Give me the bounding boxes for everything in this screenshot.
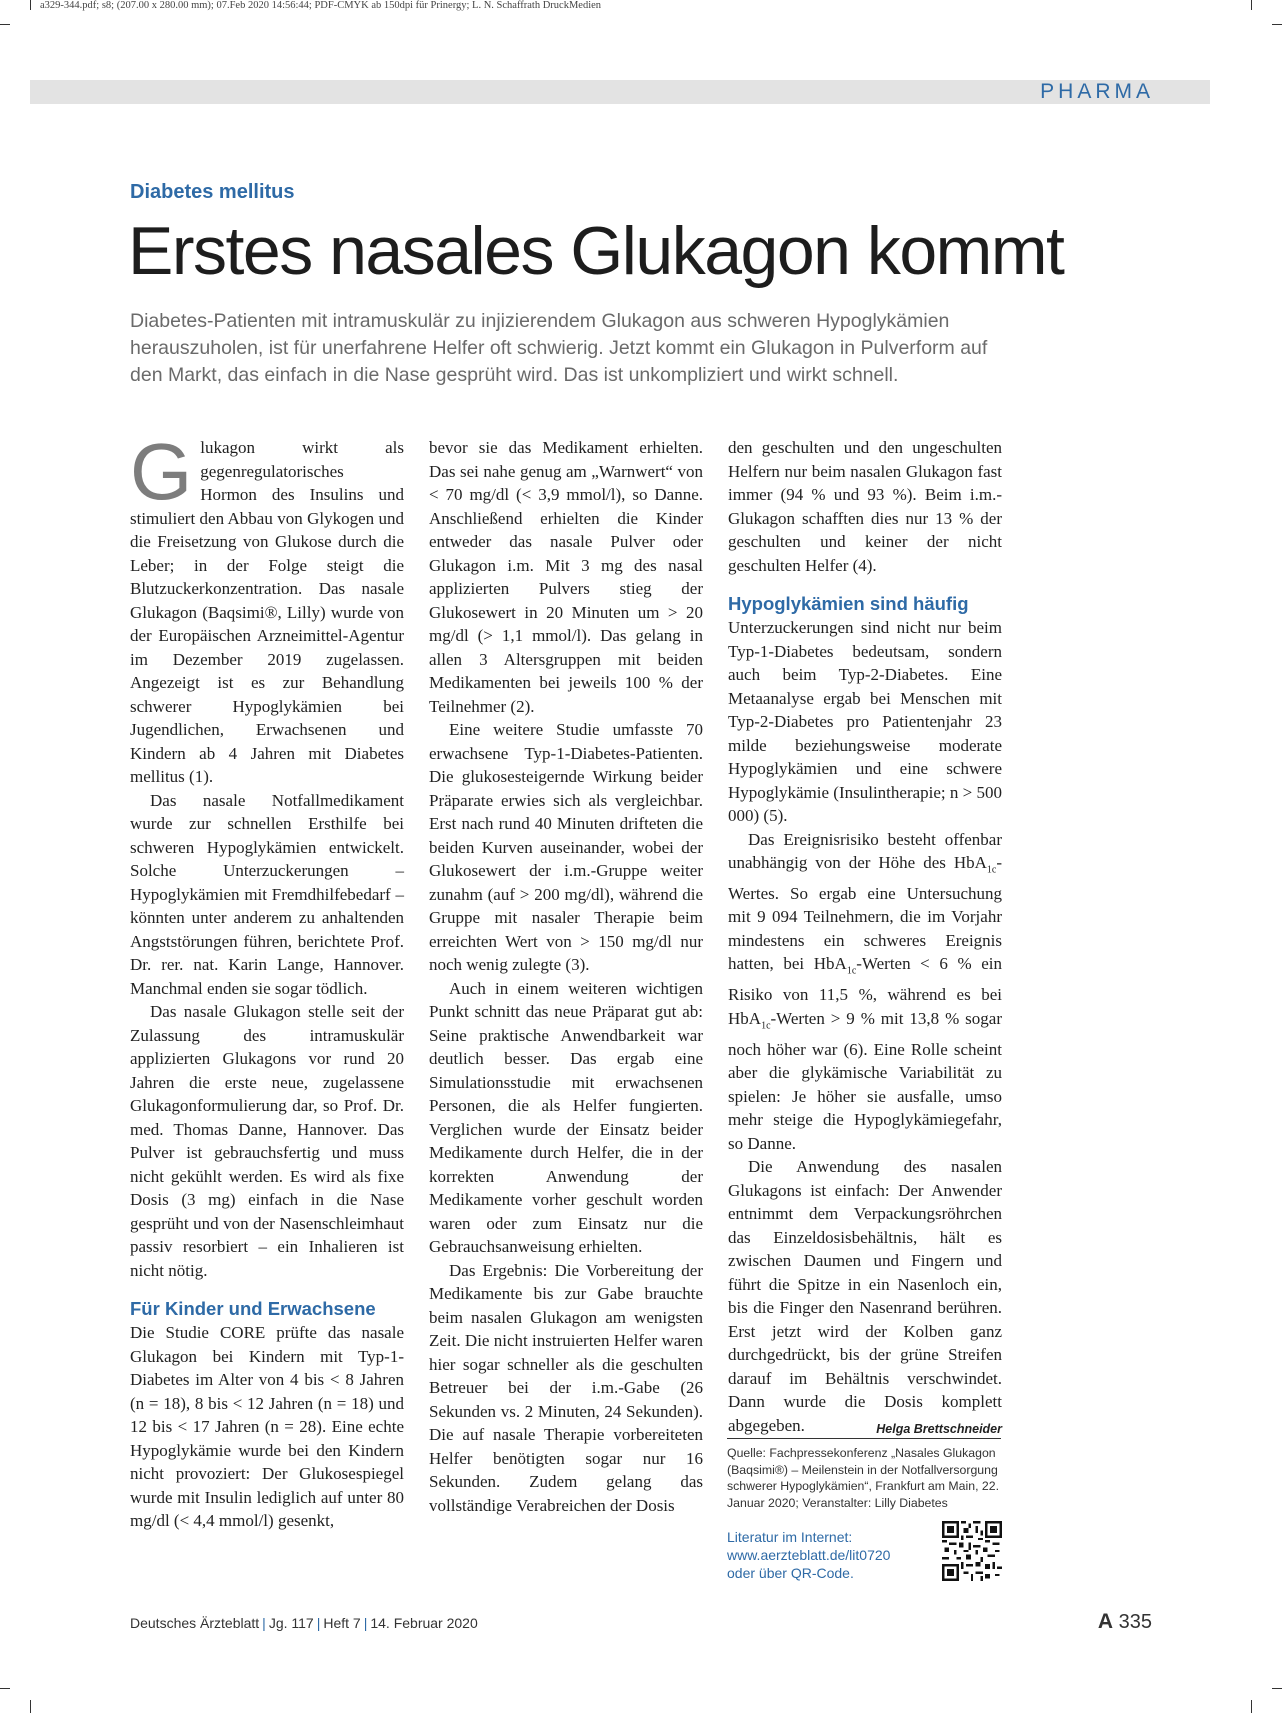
crop-mark bbox=[1251, 0, 1252, 10]
paragraph: Auch in einem weiteren wichtigen Punkt schnitt das neue Präparat gut ab: Seine praktische Anwendbarkeit war deutlich besser. Das ergab eine Simulationsstudie mit erwachsenen Personen, die als Helfer fungierten. Verglichen wurde der Einsatz beider Medikamente durch Helfer, die in der korrekten Anwendung der Medikamente vorher geschult worden waren oder zum Einsatz nur die Gebrauchsanweisung erhielten. bbox=[429, 978, 703, 1256]
paragraph: Unterzuckerungen sind nicht nur beim Typ-1-Diabetes bedeutsam, sondern auch beim Typ-2-Diabetes. Eine Metaanalyse ergab bei Menschen mit Typ-2-Diabetes pro Patientenjahr 23 milde beziehungsweise moderate Hypoglykämien und eine schwere Hypoglykämie (Insulintherapie; n > 500 000) (5). bbox=[728, 618, 1002, 825]
literature-url[interactable]: www.aerzteblatt.de/lit0720 bbox=[727, 1547, 891, 1563]
paragraph-text: Das Ereignisrisiko besteht offenbar unabhängig von der Höhe des HbA bbox=[728, 829, 1002, 872]
footer-date: 14. Februar 2020 bbox=[370, 1615, 478, 1631]
paragraph bbox=[728, 828, 1002, 1156]
crop-mark bbox=[30, 1700, 31, 1713]
subscript: 1c bbox=[761, 1020, 771, 1032]
header-band bbox=[30, 80, 1210, 104]
crop-mark bbox=[0, 1688, 10, 1689]
paragraph-text: -Wertes. So ergab eine Untersuchung mit 9 094 Teilnehmern, die im Vorjahr mindestens ein schweres Ereignis hatten, bei HbA bbox=[728, 853, 1002, 974]
subheading: Für Kinder und Erwachsene bbox=[130, 1298, 376, 1319]
paragraph bbox=[130, 427, 404, 789]
footer-journal: Deutsches Ärzteblatt bbox=[130, 1615, 260, 1631]
text-column-2 bbox=[429, 436, 703, 1517]
paragraph: Die Studie CORE prüfte das nasale Glukagon bei Kindern mit Typ-1-Diabetes im Alter von 4 bis < 8 Jahren (n = 18), 8 bis < 12 Jahren (n = 18) und 12 bis < 17 Jahren (n = 28). Eine echte Hypoglykämie wurde bei den Kindern nicht provoziert: Der Glukosespiegel wurde mit Insulin lediglich auf unter 80 mg/dl (< 4,4 mmol/l) gesenkt, bbox=[130, 1323, 404, 1530]
text-column-3 bbox=[728, 436, 1002, 1441]
crop-mark bbox=[1251, 1700, 1252, 1713]
print-info-line: a329-344.pdf; s8; (207.00 x 280.00 mm); 07.Feb 2020 14:56:44; PDF-CMYK ab 150dpi für Prinergy; L. N. Schaffrath DruckMedien bbox=[40, 0, 602, 11]
footer-volume: Jg. 117 bbox=[268, 1615, 314, 1631]
literature-qr-hint: oder über QR-Code. bbox=[727, 1565, 854, 1581]
paragraph: Das Ergebnis: Die Vorbereitung der Medikamente bis zur Gabe brauchte beim nasalen Glukagon am wenigsten Zeit. Die nicht instruierten Helfer waren hier sogar schneller als die geschulten Betreuer bei der i.m.-Gabe (26 Sekunden vs. 2 Minuten, 24 Sekunden). Die auf nasale Therapie vorbereiteten Helfer benötigten sogar nur 16 Sekunden. Zudem gelang das vollständige Verabreichen der Dosis bbox=[429, 1260, 703, 1515]
paragraph-text: lukagon wirkt als gegenregulatorisches Hormon des Insulins und stimuliert den Abbau von Glykogen und die Freisetzung von Glukose durch die Leber; in der Folge steigt die Blutzuckerkonzentration. Das nasale Glukagon (Baqsimi®, Lilly) wurde von der Europäischen Arzneimittel-Agentur im Dezember 2019 zugelassen. Angezeigt ist es zur Behandlung schwerer Hypoglykämien bei Jugendlichen, Erwachsenen und Kindern ab 4 Jahren mit Diabetes mellitus (1). bbox=[130, 438, 404, 786]
page-footer bbox=[130, 1615, 478, 1631]
crop-mark bbox=[1272, 24, 1282, 25]
paragraph: Das nasale Glukagon stelle seit der Zulassung des intramuskulär applizierten Glukagons vor rund 20 Jahren die erste neue, zugelassene Glukagonformulierung dar, so Prof. Dr. med. Thomas Danne, Hannover. Das Pulver ist gebrauchsfertig und muss nicht gekühlt werden. Es wird als fixe Dosis (3 mg) einfach in die Nase gesprüht und von der Nasenschleimhaut passiv resorbiert – ein Inhalieren ist nicht nötig. bbox=[130, 1002, 404, 1280]
paragraph bbox=[728, 1155, 1002, 1437]
qr-code-icon[interactable] bbox=[942, 1521, 1002, 1581]
subscript: 1c bbox=[846, 965, 857, 977]
page-number bbox=[1098, 1610, 1152, 1634]
article-lead: Diabetes-Patienten mit intramuskulär zu injizierendem Glukagon aus schweren Hypoglykämien herauszuholen, ist für unerfahrene Helfer oft schwierig. Jetzt kommt ein Glukagon in Pulverform auf den Markt, das einfach in die Nase gesprüht wird. Das ist unkompliziert und wirkt schnell. bbox=[130, 310, 988, 386]
paragraph: Das nasale Notfallmedikament wurde zur schnellen Ersthilfe bei schweren Hypoglykämien entwickelt. Solche Unterzuckerungen – Hypoglykämien mit Fremdhilfebedarf – könnten unter anderem zu anhaltenden Angststörungen führen, berichtete Prof. Dr. rer. nat. Karin Lange, Hannover. Manchmal enden sie sogar tödlich. bbox=[130, 790, 404, 998]
paragraph-text: -Werten < 6 % ein Risiko von 11,5 %, während es bei HbA bbox=[728, 954, 1002, 1028]
paragraph: bevor sie das Medikament erhielten. Das sei nahe genug am „Warnwert“ von < 70 mg/dl (< 3,9 mmol/l), so Danne. Anschließend erhielten die Kinder entweder das nasale Pulver oder Glukagon i.m. Mit 3 mg des nasal applizierten Pulvers stieg der Glukosewert in 20 Minuten um > 20 mg/dl (> 1,1 mmol/l). Das gelang in allen 3 Altersgruppen mit beiden Medikamenten bei jeweils 100 % der Teilnehmer (2). bbox=[429, 438, 703, 716]
drop-cap: G bbox=[130, 427, 193, 516]
page-number-value: 335 bbox=[1118, 1611, 1152, 1633]
subscript: 1c bbox=[986, 864, 997, 876]
crop-mark bbox=[30, 0, 31, 10]
footer-separator: | bbox=[262, 1615, 266, 1631]
literature-link-box[interactable] bbox=[727, 1528, 947, 1582]
paragraph-text: -Werten > 9 % mit 13,8 % sogar noch höher war (6). Eine Rolle scheint aber die glykämische Variabilität zu spielen: Je höher sie ausfalle, umso mehr steige die Hypoglykämiegefahr, so Danne. bbox=[728, 1008, 1002, 1153]
crop-mark bbox=[0, 24, 10, 25]
source-note: Quelle: Fachpressekonferenz „Nasales Glukagon (Baqsimi®) – Meilenstein in der Notfallversorgung schwerer Hypoglykämien“, Frankfurt am Main, 22. Januar 2020; Veranstalter: Lilly Diabetes bbox=[727, 1438, 1001, 1511]
crop-mark bbox=[1272, 1688, 1282, 1689]
literature-label: Literatur im Internet: bbox=[727, 1529, 853, 1545]
text-column-1 bbox=[130, 427, 404, 1533]
footer-separator: | bbox=[363, 1615, 368, 1631]
subheading: Hypoglykämien sind häufig bbox=[728, 593, 969, 614]
section-label: PHARMA bbox=[1040, 80, 1154, 103]
footer-separator: | bbox=[316, 1615, 321, 1631]
article-kicker: Diabetes mellitus bbox=[130, 181, 295, 203]
footer-issue: Heft 7 bbox=[323, 1615, 361, 1631]
paragraph-text: Die Anwendung des nasalen Glukagons ist einfach: Der Anwender entnimmt dem Verpackungsröhrchen das Einzeldosisbehältnis, hält es zwischen Daumen und Fingern und führt die Spitze in ein Nasenloch ein, bis die Finger den Nasenrand berühren. Erst jetzt wird der Kolben ganz durchgedrückt, bis der grüne Streifen darauf im Behältnis verschwindet. Dann wurde die Dosis komplett abgegeben. bbox=[728, 1157, 1002, 1435]
paragraph: Eine weitere Studie umfasste 70 erwachsene Typ-1-Diabetes-Patienten. Die glukosesteigernde Wirkung beider Präparate erwies sich als vergleichbar. Erst nach rund 40 Minuten drifteten die beiden Kurven auseinander, wobei der Glukosewert der i.m.-Gruppe weiter zunahm (auf > 200 mg/dl), während die Gruppe mit nasaler Therapie beim erreichten Wert von > 150 mg/dl nur noch wenig zulegte (3). bbox=[429, 720, 703, 974]
author-byline: Helga Brettschneider bbox=[876, 1421, 1002, 1436]
paragraph: den geschulten und den ungeschulten Helfern nur beim nasalen Glukagon fast immer (94 % und 93 %). Beim i.m.-Glukagon schafften dies nur 13 % der geschulten und keiner der nicht geschulten Helfer (4). bbox=[728, 438, 1002, 575]
article-title: Erstes nasales Glukagon kommt bbox=[128, 213, 1064, 289]
page-prefix: A bbox=[1097, 1610, 1114, 1633]
